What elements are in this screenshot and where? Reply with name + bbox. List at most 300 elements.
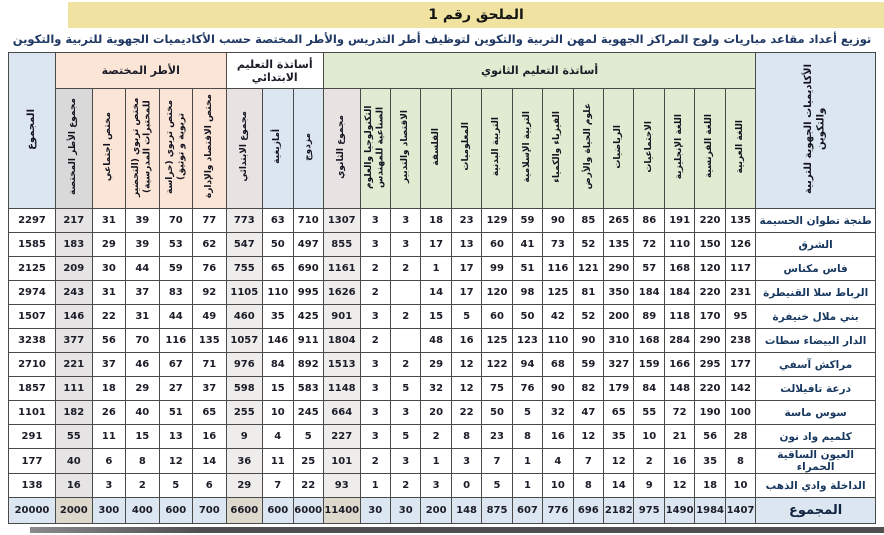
- cell-physics-chemistry: 42: [543, 305, 573, 329]
- cell-specialized-total: 16: [55, 474, 92, 498]
- cell-technology-industrial-sciences: 3: [360, 353, 390, 377]
- cell-secondary-total: 1148: [323, 377, 360, 401]
- cell-grand-total: 2974: [9, 281, 56, 305]
- cell-economics-admin-specialist: 700: [193, 498, 226, 524]
- cell-amazigh: 63: [263, 209, 293, 233]
- cell-social-studies: 2: [634, 449, 664, 474]
- cell-social-studies: 72: [634, 233, 664, 257]
- cell-english: 148: [664, 377, 694, 401]
- cell-philosophy: 17: [421, 233, 451, 257]
- cell-economics-admin-specialist: 16: [193, 425, 226, 449]
- cell-secondary-total: 855: [323, 233, 360, 257]
- column-header-amazigh: [263, 89, 293, 209]
- cell-school-labs-specialist: 8: [126, 449, 159, 474]
- cell-physics-chemistry: 4: [543, 449, 573, 474]
- academy-name: الدار البيضاء سطات: [756, 329, 876, 353]
- cell-islamic-education: 51: [512, 257, 542, 281]
- cell-english: 191: [664, 209, 694, 233]
- column-header-label: اللغة العربية: [734, 119, 745, 174]
- academy-row: [9, 401, 876, 425]
- column-header-economics-admin-specialist: [193, 89, 226, 209]
- academy-row: [9, 449, 876, 474]
- cell-physical-education: 5: [482, 474, 512, 498]
- cell-economics-admin-specialist: 76: [193, 257, 226, 281]
- cell-french: 220: [695, 209, 725, 233]
- column-header-label: مجموع الابتدائي: [238, 111, 249, 182]
- cell-french: 56: [695, 425, 725, 449]
- cell-informatics: 0: [451, 474, 481, 498]
- cell-philosophy: 1: [421, 449, 451, 474]
- cell-economics-admin-specialist: 6: [193, 474, 226, 498]
- column-header-technology-industrial-sciences: [360, 89, 390, 209]
- column-header-label: مختص الاقتصاد والإدارة: [203, 94, 214, 199]
- cell-amazigh: 11: [263, 449, 293, 474]
- cell-school-labs-specialist: 400: [126, 498, 159, 524]
- column-header-economics-management: [390, 89, 420, 209]
- cell-economics-management: 3: [390, 233, 420, 257]
- cell-english: 184: [664, 281, 694, 305]
- cell-primary-total: 1057: [226, 329, 263, 353]
- cell-informatics: 5: [451, 305, 481, 329]
- cell-amazigh: 4: [263, 425, 293, 449]
- cell-secondary-total: 1513: [323, 353, 360, 377]
- column-header-label: التربية البدنية: [491, 116, 502, 177]
- cell-social-studies: 84: [634, 377, 664, 401]
- cell-economics-admin-specialist: 62: [193, 233, 226, 257]
- cell-economics-admin-specialist: 37: [193, 377, 226, 401]
- column-header-bilingual: [293, 89, 323, 209]
- cell-islamic-education: 50: [512, 305, 542, 329]
- column-header-physical-education: [482, 89, 512, 209]
- cell-economics-admin-specialist: 65: [193, 401, 226, 425]
- cell-informatics: 17: [451, 281, 481, 305]
- academy-name: الشرق: [756, 233, 876, 257]
- cell-social-specialist: 22: [92, 305, 125, 329]
- cell-primary-total: 460: [226, 305, 263, 329]
- cell-arabic: 142: [725, 377, 755, 401]
- cell-economics-admin-specialist: 49: [193, 305, 226, 329]
- group-header-specialized: الأطر المختصة: [55, 53, 226, 89]
- cell-physics-chemistry: 90: [543, 209, 573, 233]
- cell-supervision-documentation-specialist: 70: [159, 209, 192, 233]
- cell-primary-total: 6600: [226, 498, 263, 524]
- cell-physics-chemistry: 116: [543, 257, 573, 281]
- cell-economics-management: 3: [390, 209, 420, 233]
- group-header-primary: أساتذة التعليم الابتدائي: [226, 53, 323, 89]
- cell-supervision-documentation-specialist: 13: [159, 425, 192, 449]
- column-header-academies: [756, 53, 876, 209]
- cell-social-specialist: 26: [92, 401, 125, 425]
- academy-name: فاس مكناس: [756, 257, 876, 281]
- cell-amazigh: 146: [263, 329, 293, 353]
- cell-mathematics: 310: [604, 329, 634, 353]
- column-header-islamic-education: [512, 89, 542, 209]
- cell-grand-total: 3238: [9, 329, 56, 353]
- cell-specialized-total: 217: [55, 209, 92, 233]
- cell-informatics: 148: [451, 498, 481, 524]
- cell-social-specialist: 3: [92, 474, 125, 498]
- academies-header-label: الأكاديميات الجهوية للتربية والتكوين: [803, 64, 827, 195]
- cell-technology-industrial-sciences: 2: [360, 281, 390, 305]
- cell-economics-management: 2: [390, 353, 420, 377]
- cell-physical-education: 50: [482, 401, 512, 425]
- academy-row: [9, 233, 876, 257]
- cell-economics-management: 2: [390, 257, 420, 281]
- cell-amazigh: 15: [263, 377, 293, 401]
- cell-mathematics: 327: [604, 353, 634, 377]
- cell-social-specialist: 56: [92, 329, 125, 353]
- cell-mathematics: 12: [604, 449, 634, 474]
- cell-mathematics: 200: [604, 305, 634, 329]
- cell-arabic: 95: [725, 305, 755, 329]
- cell-supervision-documentation-specialist: 44: [159, 305, 192, 329]
- cell-bilingual: 22: [293, 474, 323, 498]
- column-header-english: [664, 89, 694, 209]
- cell-arabic: 1407: [725, 498, 755, 524]
- cell-physical-education: 129: [482, 209, 512, 233]
- cell-life-earth-sciences: 8: [573, 474, 603, 498]
- cell-economics-admin-specialist: 14: [193, 449, 226, 474]
- cell-specialized-total: 183: [55, 233, 92, 257]
- cell-social-studies: 9: [634, 474, 664, 498]
- page-subtitle: توزيع أعداد مقاعد مباريات ولوج المراكز الجهوية لمهن التربية والتكوين لتوظيف أطر التدريس والأطر المختصة حسب الأكاديميات الجهوية للتربية والتكوين: [12, 32, 872, 46]
- cell-english: 16: [664, 449, 694, 474]
- cell-english: 284: [664, 329, 694, 353]
- cell-social-specialist: 37: [92, 353, 125, 377]
- column-header-label: الاقتصاد والتدبير: [400, 110, 411, 183]
- column-header-grand-total: [9, 53, 56, 209]
- cell-french: 150: [695, 233, 725, 257]
- cell-primary-total: 773: [226, 209, 263, 233]
- cell-secondary-total: 93: [323, 474, 360, 498]
- cell-physics-chemistry: 110: [543, 329, 573, 353]
- cell-english: 110: [664, 233, 694, 257]
- cell-mathematics: 65: [604, 401, 634, 425]
- cell-philosophy: 20: [421, 401, 451, 425]
- cell-bilingual: 5: [293, 425, 323, 449]
- cell-technology-industrial-sciences: 1: [360, 474, 390, 498]
- cell-french: 220: [695, 281, 725, 305]
- cell-arabic: 8: [725, 449, 755, 474]
- cell-arabic: 238: [725, 329, 755, 353]
- cell-grand-total: 20000: [9, 498, 56, 524]
- cell-social-specialist: 31: [92, 209, 125, 233]
- cell-philosophy: 18: [421, 209, 451, 233]
- cell-economics-management: 3: [390, 401, 420, 425]
- cell-school-labs-specialist: 29: [126, 377, 159, 401]
- academy-row: [9, 425, 876, 449]
- cell-islamic-education: 76: [512, 377, 542, 401]
- column-header-arabic: [725, 89, 755, 209]
- cell-social-studies: 55: [634, 401, 664, 425]
- cell-mathematics: 14: [604, 474, 634, 498]
- cell-bilingual: 690: [293, 257, 323, 281]
- cell-mathematics: 290: [604, 257, 634, 281]
- cell-amazigh: 110: [263, 281, 293, 305]
- academy-name: الرباط سلا القنيطرة: [756, 281, 876, 305]
- cell-school-labs-specialist: 39: [126, 209, 159, 233]
- cell-amazigh: 50: [263, 233, 293, 257]
- cell-life-earth-sciences: 85: [573, 209, 603, 233]
- cell-physical-education: 60: [482, 305, 512, 329]
- cell-supervision-documentation-specialist: 83: [159, 281, 192, 305]
- cell-social-studies: 184: [634, 281, 664, 305]
- cell-primary-total: 547: [226, 233, 263, 257]
- cell-social-studies: 159: [634, 353, 664, 377]
- cell-arabic: 28: [725, 425, 755, 449]
- cell-secondary-total: 1626: [323, 281, 360, 305]
- cell-physical-education: 875: [482, 498, 512, 524]
- cell-school-labs-specialist: 70: [126, 329, 159, 353]
- cell-bilingual: 911: [293, 329, 323, 353]
- cell-physics-chemistry: 90: [543, 377, 573, 401]
- cell-arabic: 177: [725, 353, 755, 377]
- cell-economics-management: 30: [390, 498, 420, 524]
- cell-economics-admin-specialist: 135: [193, 329, 226, 353]
- cell-economics-admin-specialist: 71: [193, 353, 226, 377]
- cell-physics-chemistry: 16: [543, 425, 573, 449]
- cell-philosophy: 29: [421, 353, 451, 377]
- cell-physical-education: 125: [482, 329, 512, 353]
- cell-philosophy: 200: [421, 498, 451, 524]
- cell-life-earth-sciences: 59: [573, 353, 603, 377]
- academy-name: العيون الساقية الحمراء: [756, 449, 876, 474]
- cell-amazigh: 10: [263, 401, 293, 425]
- cell-philosophy: 15: [421, 305, 451, 329]
- screenshot-edge-shadow: [30, 527, 884, 533]
- cell-secondary-total: 1804: [323, 329, 360, 353]
- cell-supervision-documentation-specialist: 600: [159, 498, 192, 524]
- cell-french: 170: [695, 305, 725, 329]
- cell-french: 18: [695, 474, 725, 498]
- cell-social-specialist: 6: [92, 449, 125, 474]
- cell-mathematics: 265: [604, 209, 634, 233]
- academy-row: [9, 281, 876, 305]
- group-header-row: [9, 53, 876, 89]
- cell-arabic: 231: [725, 281, 755, 305]
- column-header-supervision-documentation-specialist: [159, 89, 192, 209]
- totals-row: [9, 498, 876, 524]
- cell-primary-total: 598: [226, 377, 263, 401]
- cell-bilingual: 245: [293, 401, 323, 425]
- column-header-informatics: [451, 89, 481, 209]
- cell-social-studies: 10: [634, 425, 664, 449]
- seats-distribution-table: [8, 52, 876, 524]
- cell-french: 290: [695, 329, 725, 353]
- cell-secondary-total: 101: [323, 449, 360, 474]
- cell-informatics: 23: [451, 209, 481, 233]
- cell-physics-chemistry: 32: [543, 401, 573, 425]
- cell-social-specialist: 31: [92, 281, 125, 305]
- cell-technology-industrial-sciences: 3: [360, 305, 390, 329]
- cell-grand-total: 291: [9, 425, 56, 449]
- cell-physical-education: 122: [482, 353, 512, 377]
- cell-philosophy: 32: [421, 377, 451, 401]
- cell-mathematics: 2182: [604, 498, 634, 524]
- column-header-physics-chemistry: [543, 89, 573, 209]
- academy-row: [9, 474, 876, 498]
- cell-bilingual: 995: [293, 281, 323, 305]
- cell-physical-education: 75: [482, 377, 512, 401]
- cell-islamic-education: 8: [512, 425, 542, 449]
- cell-social-studies: 975: [634, 498, 664, 524]
- cell-philosophy: 2: [421, 425, 451, 449]
- academy-name: بني ملال خنيفرة: [756, 305, 876, 329]
- cell-economics-management: 5: [390, 377, 420, 401]
- cell-philosophy: 48: [421, 329, 451, 353]
- cell-grand-total: 138: [9, 474, 56, 498]
- cell-technology-industrial-sciences: 3: [360, 377, 390, 401]
- column-header-label: الفلسفة: [430, 127, 441, 166]
- cell-islamic-education: 98: [512, 281, 542, 305]
- cell-social-studies: 57: [634, 257, 664, 281]
- cell-primary-total: 1105: [226, 281, 263, 305]
- column-header-label: اللغة الفرنسية: [704, 114, 715, 179]
- cell-physics-chemistry: 10: [543, 474, 573, 498]
- cell-supervision-documentation-specialist: 12: [159, 449, 192, 474]
- cell-philosophy: 1: [421, 257, 451, 281]
- cell-secondary-total: 11400: [323, 498, 360, 524]
- cell-life-earth-sciences: 12: [573, 425, 603, 449]
- cell-physical-education: 60: [482, 233, 512, 257]
- cell-physical-education: 120: [482, 281, 512, 305]
- cell-bilingual: 583: [293, 377, 323, 401]
- column-header-label: المعلوميات: [460, 122, 471, 171]
- cell-life-earth-sciences: 121: [573, 257, 603, 281]
- column-header-label: التربية الإسلامية: [521, 110, 532, 183]
- cell-secondary-total: 227: [323, 425, 360, 449]
- cell-bilingual: 6000: [293, 498, 323, 524]
- cell-french: 295: [695, 353, 725, 377]
- cell-life-earth-sciences: 90: [573, 329, 603, 353]
- cell-specialized-total: 243: [55, 281, 92, 305]
- cell-english: 166: [664, 353, 694, 377]
- column-header-label: مختص تربوي (التحضير للمختبرات المدرسية): [131, 96, 153, 197]
- cell-school-labs-specialist: 44: [126, 257, 159, 281]
- cell-life-earth-sciences: 47: [573, 401, 603, 425]
- cell-economics-management: [390, 329, 420, 353]
- cell-primary-total: 255: [226, 401, 263, 425]
- cell-english: 1490: [664, 498, 694, 524]
- cell-physics-chemistry: 776: [543, 498, 573, 524]
- column-header-label: علوم الحياة والأرض: [582, 103, 593, 190]
- cell-informatics: 3: [451, 449, 481, 474]
- cell-school-labs-specialist: 31: [126, 305, 159, 329]
- cell-informatics: 17: [451, 257, 481, 281]
- academy-name: طنجة تطوان الحسيمة: [756, 209, 876, 233]
- column-header-label: الاجتماعيات: [643, 120, 654, 173]
- column-header-label: الفيزياء والكمياء: [552, 110, 563, 183]
- cell-physical-education: 99: [482, 257, 512, 281]
- cell-primary-total: 755: [226, 257, 263, 281]
- cell-supervision-documentation-specialist: 116: [159, 329, 192, 353]
- cell-technology-industrial-sciences: 2: [360, 257, 390, 281]
- cell-specialized-total: 2000: [55, 498, 92, 524]
- cell-specialized-total: 111: [55, 377, 92, 401]
- cell-bilingual: 892: [293, 353, 323, 377]
- cell-islamic-education: 59: [512, 209, 542, 233]
- cell-school-labs-specialist: 15: [126, 425, 159, 449]
- cell-economics-management: [390, 281, 420, 305]
- cell-social-specialist: 300: [92, 498, 125, 524]
- column-header-label: التكنولوجيا والعلوم الصناعية للمهندس: [364, 104, 386, 189]
- cell-amazigh: 65: [263, 257, 293, 281]
- column-header-social-studies: [634, 89, 664, 209]
- cell-grand-total: 1507: [9, 305, 56, 329]
- cell-economics-management: 2: [390, 474, 420, 498]
- cell-physical-education: 7: [482, 449, 512, 474]
- cell-grand-total: 1101: [9, 401, 56, 425]
- column-header-label: مجموع الأطر المختصة: [68, 98, 79, 195]
- column-header-label: أمازيغية: [272, 129, 283, 164]
- cell-specialized-total: 221: [55, 353, 92, 377]
- cell-supervision-documentation-specialist: 59: [159, 257, 192, 281]
- cell-mathematics: 179: [604, 377, 634, 401]
- column-header-label: مزدوج: [302, 132, 313, 161]
- academy-name: مراكش آسفي: [756, 353, 876, 377]
- column-header-school-labs-specialist: [126, 89, 159, 209]
- totals-label: المجموع: [756, 498, 876, 524]
- cell-supervision-documentation-specialist: 5: [159, 474, 192, 498]
- cell-mathematics: 35: [604, 425, 634, 449]
- cell-mathematics: 350: [604, 281, 634, 305]
- column-header-row: [9, 89, 876, 209]
- cell-social-studies: 89: [634, 305, 664, 329]
- column-header-social-specialist: [92, 89, 125, 209]
- cell-secondary-total: 901: [323, 305, 360, 329]
- academy-row: [9, 377, 876, 401]
- cell-life-earth-sciences: 81: [573, 281, 603, 305]
- cell-islamic-education: 5: [512, 401, 542, 425]
- cell-islamic-education: 1: [512, 449, 542, 474]
- cell-social-specialist: 11: [92, 425, 125, 449]
- cell-islamic-education: 123: [512, 329, 542, 353]
- cell-secondary-total: 664: [323, 401, 360, 425]
- cell-school-labs-specialist: 37: [126, 281, 159, 305]
- cell-amazigh: 600: [263, 498, 293, 524]
- cell-arabic: 117: [725, 257, 755, 281]
- cell-physics-chemistry: 73: [543, 233, 573, 257]
- cell-supervision-documentation-specialist: 53: [159, 233, 192, 257]
- cell-primary-total: 9: [226, 425, 263, 449]
- cell-english: 168: [664, 257, 694, 281]
- cell-supervision-documentation-specialist: 27: [159, 377, 192, 401]
- cell-school-labs-specialist: 46: [126, 353, 159, 377]
- cell-technology-industrial-sciences: 3: [360, 425, 390, 449]
- cell-specialized-total: 182: [55, 401, 92, 425]
- grand-total-header-label: المجموع: [25, 108, 37, 150]
- cell-specialized-total: 209: [55, 257, 92, 281]
- cell-technology-industrial-sciences: 3: [360, 209, 390, 233]
- cell-bilingual: 25: [293, 449, 323, 474]
- cell-grand-total: 2710: [9, 353, 56, 377]
- cell-economics-management: 3: [390, 449, 420, 474]
- cell-bilingual: 710: [293, 209, 323, 233]
- cell-english: 72: [664, 401, 694, 425]
- cell-life-earth-sciences: 82: [573, 377, 603, 401]
- cell-social-studies: 86: [634, 209, 664, 233]
- cell-grand-total: 2297: [9, 209, 56, 233]
- page-title: الملحق رقم 1: [68, 2, 884, 28]
- cell-life-earth-sciences: 52: [573, 305, 603, 329]
- cell-mathematics: 135: [604, 233, 634, 257]
- cell-islamic-education: 41: [512, 233, 542, 257]
- cell-technology-industrial-sciences: 2: [360, 329, 390, 353]
- academy-name: الداخلة وادي الذهب: [756, 474, 876, 498]
- column-header-primary-total: [226, 89, 263, 209]
- academy-name: كلميم واد نون: [756, 425, 876, 449]
- column-header-secondary-total: [323, 89, 360, 209]
